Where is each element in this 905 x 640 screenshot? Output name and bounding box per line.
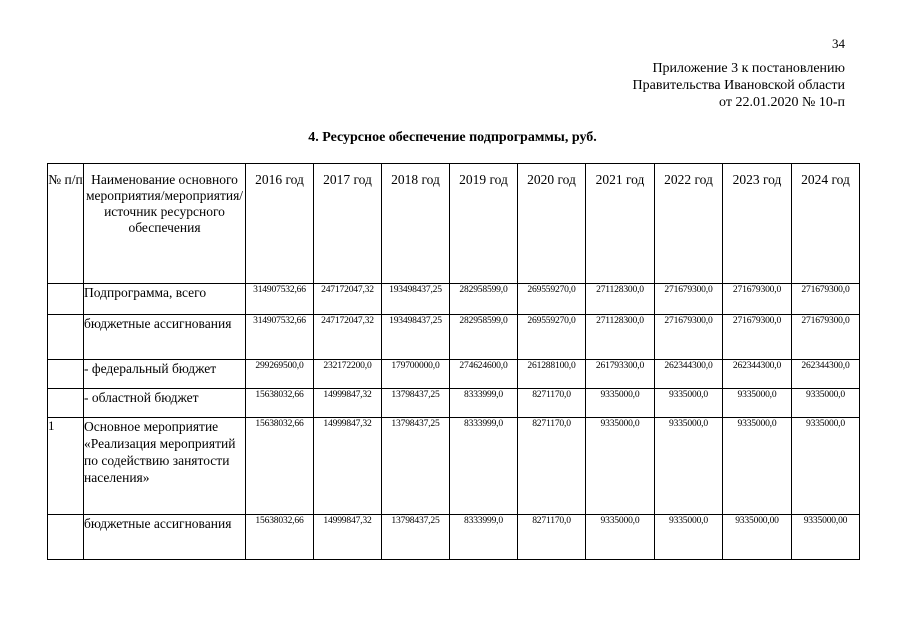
row-num <box>48 389 84 418</box>
row-value: 314907532,66 <box>246 315 314 360</box>
row-value: 271679300,0 <box>792 284 860 315</box>
row-value: 15638032,66 <box>246 515 314 560</box>
row-value: 9335000,0 <box>655 389 723 418</box>
row-value: 8333999,0 <box>450 389 518 418</box>
row-value: 282958599,0 <box>450 284 518 315</box>
row-name: Подпрограмма, всего <box>84 284 246 315</box>
row-value: 269559270,0 <box>518 284 586 315</box>
annex-line-3: от 22.01.2020 № 10-п <box>719 95 845 110</box>
section-title: 4. Ресурсное обеспечение подпрограммы, руб. <box>308 130 597 145</box>
row-num <box>48 515 84 560</box>
row-value: 271679300,0 <box>792 315 860 360</box>
row-value: 262344300,0 <box>723 360 792 389</box>
header-year: 2018 год <box>382 164 450 284</box>
row-num: 1 <box>48 418 84 515</box>
row-value: 271128300,0 <box>586 315 655 360</box>
row-value: 193498437,25 <box>382 315 450 360</box>
row-value: 13798437,25 <box>382 515 450 560</box>
row-value: 269559270,0 <box>518 315 586 360</box>
row-value: 9335000,0 <box>723 389 792 418</box>
row-value: 271679300,0 <box>723 284 792 315</box>
row-name: - федеральный бюджет <box>84 360 246 389</box>
row-name: - областной бюджет <box>84 389 246 418</box>
row-value: 314907532,66 <box>246 284 314 315</box>
row-value: 271679300,0 <box>655 284 723 315</box>
row-value: 13798437,25 <box>382 418 450 515</box>
row-value: 8333999,0 <box>450 418 518 515</box>
row-value: 9335000,0 <box>723 418 792 515</box>
header-year: 2023 год <box>723 164 792 284</box>
header-year: 2024 год <box>792 164 860 284</box>
row-num <box>48 284 84 315</box>
row-value: 9335000,0 <box>586 515 655 560</box>
row-value: 9335000,0 <box>586 418 655 515</box>
row-value: 179700000,0 <box>382 360 450 389</box>
row-value: 9335000,0 <box>655 515 723 560</box>
row-num <box>48 360 84 389</box>
row-value: 9335000,00 <box>792 515 860 560</box>
row-name: бюджетные ассигнования <box>84 315 246 360</box>
row-value: 14999847,32 <box>314 418 382 515</box>
table-row <box>48 360 860 389</box>
row-name: Основное мероприятие «Реализация мероприятий по содействию занятости населения» <box>84 418 246 515</box>
row-value: 15638032,66 <box>246 418 314 515</box>
row-value: 8271170,0 <box>518 515 586 560</box>
row-value: 271128300,0 <box>586 284 655 315</box>
row-value: 193498437,25 <box>382 284 450 315</box>
table-row <box>48 389 860 418</box>
row-value: 247172047,32 <box>314 315 382 360</box>
row-value: 262344300,0 <box>792 360 860 389</box>
header-year: 2021 год <box>586 164 655 284</box>
table-row <box>48 284 860 315</box>
table-row <box>48 515 860 560</box>
header-year: 2019 год <box>450 164 518 284</box>
table-header-row <box>48 164 860 284</box>
row-value: 8271170,0 <box>518 418 586 515</box>
row-value: 9335000,0 <box>792 389 860 418</box>
row-value: 8333999,0 <box>450 515 518 560</box>
row-value: 15638032,66 <box>246 389 314 418</box>
row-value: 14999847,32 <box>314 515 382 560</box>
header-year: 2016 год <box>246 164 314 284</box>
table-row <box>48 315 860 360</box>
row-num <box>48 315 84 360</box>
row-value: 282958599,0 <box>450 315 518 360</box>
annex-line-2: Правительства Ивановской области <box>632 78 845 93</box>
page-number: 34 <box>832 36 845 51</box>
row-value: 9335000,0 <box>586 389 655 418</box>
annex-line-1: Приложение 3 к постановлению <box>652 61 845 76</box>
annex-block <box>633 60 845 111</box>
table-row <box>48 418 860 515</box>
row-name: бюджетные ассигнования <box>84 515 246 560</box>
row-value: 299269500,0 <box>246 360 314 389</box>
row-value: 261288100,0 <box>518 360 586 389</box>
header-year: 2022 год <box>655 164 723 284</box>
row-value: 247172047,32 <box>314 284 382 315</box>
row-value: 13798437,25 <box>382 389 450 418</box>
row-value: 9335000,00 <box>723 515 792 560</box>
header-year: 2017 год <box>314 164 382 284</box>
resource-table <box>47 163 860 560</box>
header-num: № п/п <box>48 164 84 284</box>
row-value: 274624600,0 <box>450 360 518 389</box>
row-value: 9335000,0 <box>792 418 860 515</box>
header-year: 2020 год <box>518 164 586 284</box>
row-value: 262344300,0 <box>655 360 723 389</box>
header-name: Наименование основного мероприятия/мероприятия/источник ресурсного обеспечения <box>84 164 246 284</box>
row-value: 232172200,0 <box>314 360 382 389</box>
row-value: 271679300,0 <box>655 315 723 360</box>
row-value: 14999847,32 <box>314 389 382 418</box>
row-value: 261793300,0 <box>586 360 655 389</box>
row-value: 271679300,0 <box>723 315 792 360</box>
row-value: 9335000,0 <box>655 418 723 515</box>
row-value: 8271170,0 <box>518 389 586 418</box>
